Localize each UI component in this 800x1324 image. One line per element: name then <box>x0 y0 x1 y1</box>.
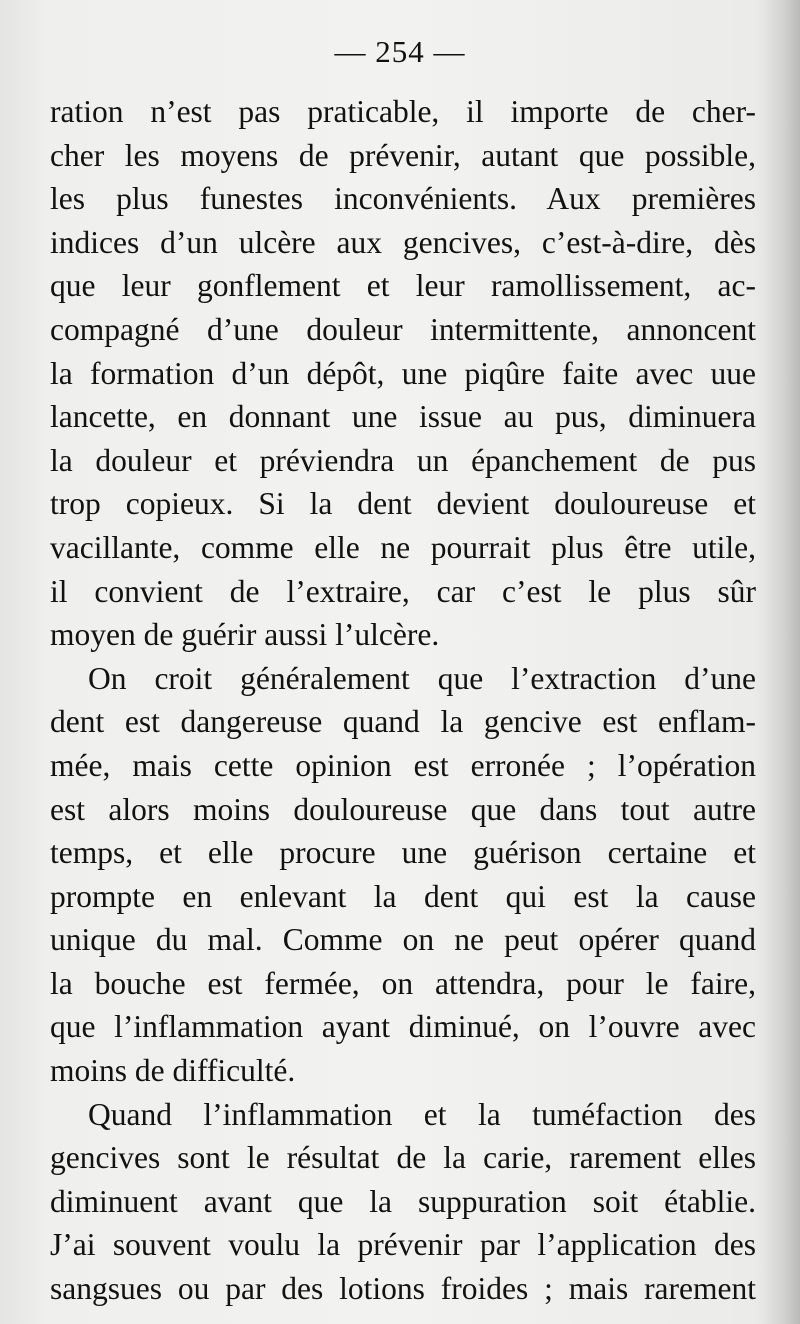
text-line: unique du mal. Comme on ne peut opérer quand <box>50 922 756 958</box>
text-line: la douleur et préviendra un épanchement de pus <box>50 442 756 478</box>
text-line: la bouche est fermée, on attendra, pour le faire, <box>50 965 756 1001</box>
text-line: lancette, en donnant une issue au pus, diminuera <box>50 399 756 435</box>
text-line: mée, mais cette opinion est erronée ; l’opération <box>50 747 756 783</box>
text-line: que l’inflammation ayant diminué, on l’ouvre avec <box>50 1009 756 1045</box>
body-text <box>50 90 756 1311</box>
text-line: les plus funestes inconvénients. Aux premières <box>50 181 756 217</box>
paragraph-1 <box>50 90 756 657</box>
text-line: compagné d’une douleur intermittente, annoncent <box>50 311 756 347</box>
paragraph-2 <box>50 657 756 1093</box>
text-line: sangsues ou par des lotions froides ; mais rarement <box>50 1271 756 1307</box>
text-line: gencives sont le résultat de la carie, rarement elles <box>50 1140 756 1176</box>
text-line: indices d’un ulcère aux gencives, c’est-à-dire, dès <box>50 224 756 260</box>
text-line: cher les moyens de prévenir, autant que possible, <box>50 137 756 173</box>
text-line: vacillante, comme elle ne pourrait plus être utile, <box>50 529 756 565</box>
text-line: dent est dangereuse quand la gencive est enflam- <box>50 704 756 740</box>
text-line: moins de difficulté. <box>50 1053 296 1089</box>
text-line: est alors moins douloureuse que dans tout autre <box>50 791 756 827</box>
text-line: diminuent avant que la suppuration soit établie. <box>50 1183 756 1219</box>
text-line: temps, et elle procure une guérison certaine et <box>50 835 756 871</box>
text-line: moyen de guérir aussi l’ulcère. <box>50 617 440 653</box>
page-number: — 254 — <box>334 34 466 69</box>
text-line: il convient de l’extraire, car c’est le plus sûr <box>50 573 756 609</box>
text-line: la formation d’un dépôt, une piqûre faite avec uue <box>50 355 756 391</box>
text-line: J’ai souvent voulu la prévenir par l’application des <box>50 1227 756 1263</box>
text-line: Quand l’inflammation et la tuméfaction des <box>88 1096 756 1132</box>
page-edge-shadow <box>762 0 800 1324</box>
text-line: que leur gonflement et leur ramollissement, ac- <box>50 268 756 304</box>
text-line: On croit généralement que l’extraction d’une <box>88 660 756 696</box>
text-line: prompte en enlevant la dent qui est la cause <box>50 878 756 914</box>
text-line: trop copieux. Si la dent devient douloureuse et <box>50 486 756 522</box>
paragraph-3 <box>50 1093 756 1311</box>
text-line: ration n’est pas praticable, il importe de cher- <box>50 94 756 129</box>
